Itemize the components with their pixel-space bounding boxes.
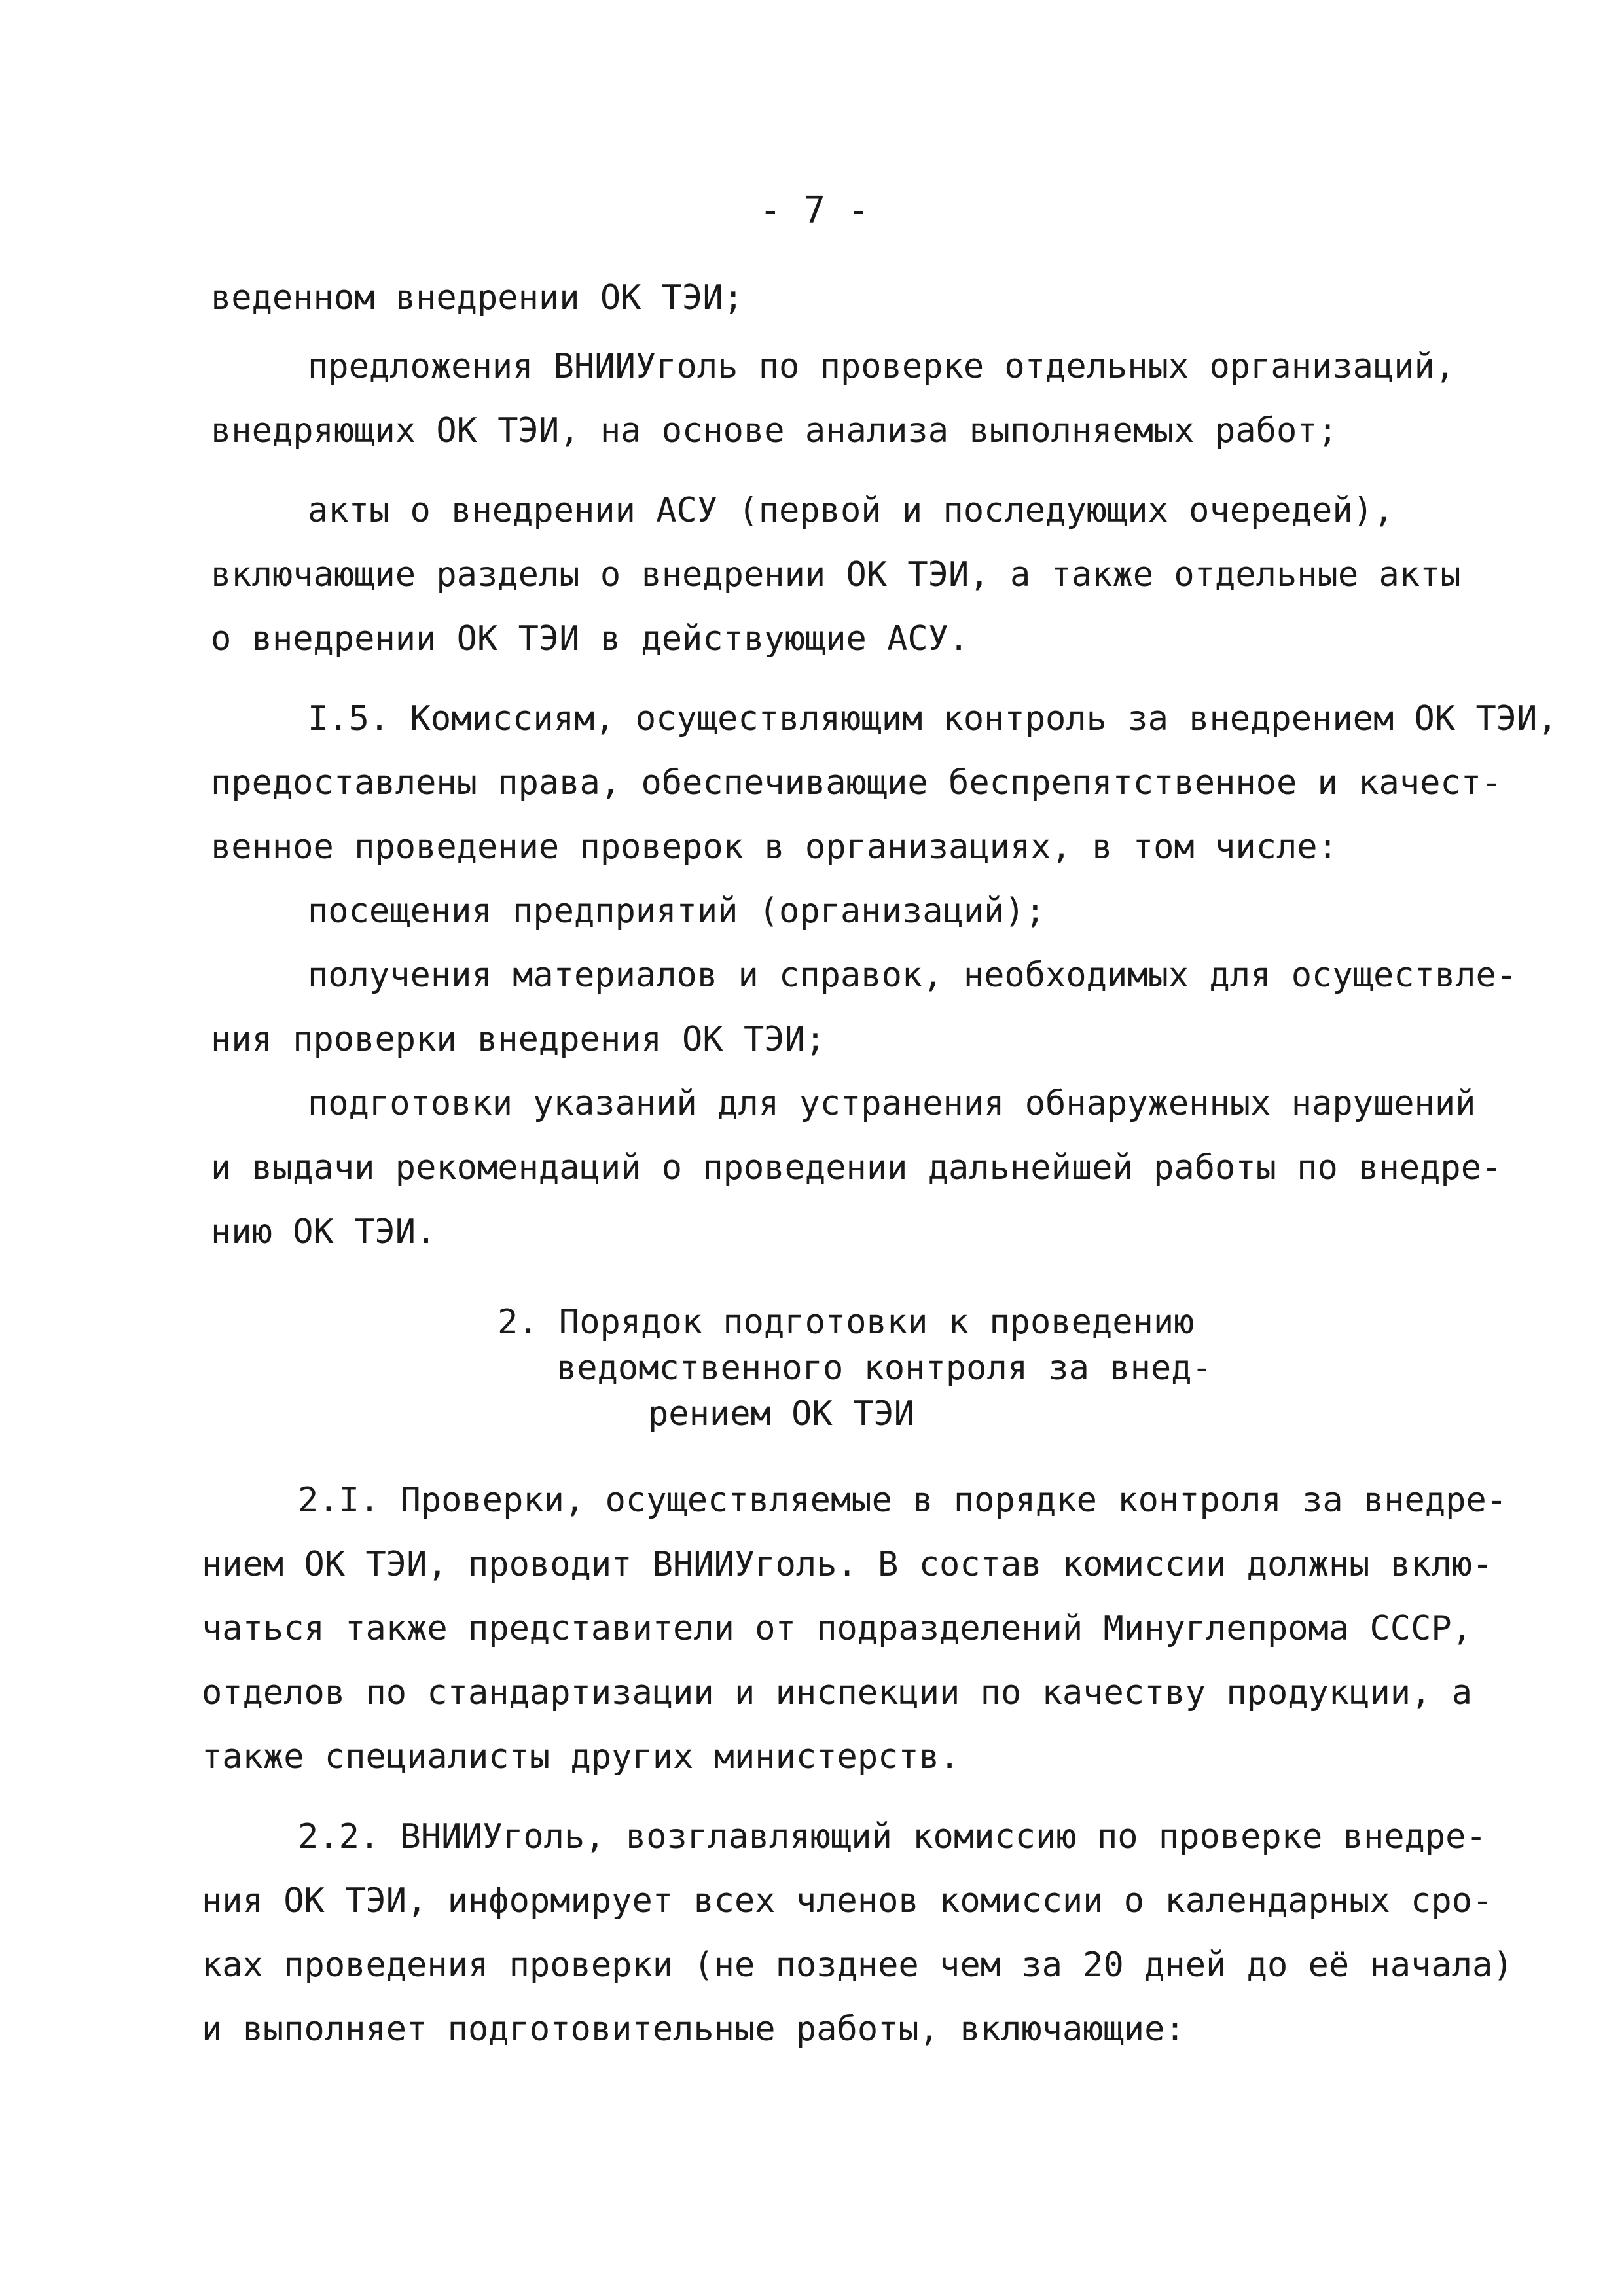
- text-line: ния проверки внедрения ОК ТЭИ;: [211, 1020, 826, 1059]
- text-line: отделов по стандартизации и инспекции по качеству продукции, а: [202, 1673, 1473, 1712]
- text-line: включающие разделы о внедрении ОК ТЭИ, а также отдельные акты: [211, 555, 1461, 594]
- text-line: подготовки указаний для устранения обнаруженных нарушений: [308, 1084, 1476, 1123]
- text-line: и выполняет подготовительные работы, включающие:: [202, 2010, 1185, 2049]
- text-line: 2.I. Проверки, осуществляемые в порядке контроля за внедре-: [298, 1481, 1507, 1520]
- heading-line: ведомственного контроля за внед-: [556, 1348, 1212, 1388]
- text-line: получения материалов и справок, необходимых для осуществле-: [308, 956, 1517, 995]
- text-line: венное проведение проверок в организациях, в том числе:: [211, 827, 1338, 867]
- text-line: предложения ВНИИУголь по проверке отдельных организаций,: [308, 347, 1456, 386]
- heading-line: 2. Порядок подготовки к проведению: [497, 1303, 1195, 1342]
- text-line: о внедрении ОК ТЭИ в действующие АСУ.: [211, 619, 969, 659]
- page-number: - 7 -: [759, 189, 870, 232]
- text-line: внедряющих ОК ТЭИ, на основе анализа выполняемых работ;: [211, 411, 1338, 450]
- text-line: акты о внедрении АСУ (первой и последующих очередей),: [308, 491, 1394, 530]
- text-line: веденном внедрении ОК ТЭИ;: [211, 278, 744, 317]
- text-line: и выдачи рекомендаций о проведении дальнейшей работы по внедре-: [211, 1148, 1502, 1187]
- text-line: посещения предприятий (организаций);: [308, 892, 1046, 931]
- text-line: нию ОК ТЭИ.: [211, 1212, 437, 1252]
- text-line: ния ОК ТЭИ, информирует всех членов комиссии о календарных сро-: [202, 1881, 1493, 1921]
- text-line: 2.2. ВНИИУголь, возглавляющий комиссию по проверке внедре-: [298, 1817, 1487, 1856]
- text-line: также специалисты других министерств.: [202, 1737, 960, 1777]
- text-line: I.5. Комиссиям, осуществляющим контроль за внедрением ОК ТЭИ,: [308, 699, 1558, 738]
- text-line: предоставлены права, обеспечивающие беспрепятственное и качест-: [211, 763, 1502, 803]
- text-line: нием ОК ТЭИ, проводит ВНИИУголь. В состав комиссии должны вклю-: [202, 1545, 1493, 1584]
- text-line: ках проведения проверки (не позднее чем за 20 дней до её начала): [202, 1945, 1513, 1985]
- heading-line: рением ОК ТЭИ: [648, 1394, 914, 1434]
- text-line: чаться также представители от подразделений Минуглепрома СССР,: [202, 1609, 1473, 1648]
